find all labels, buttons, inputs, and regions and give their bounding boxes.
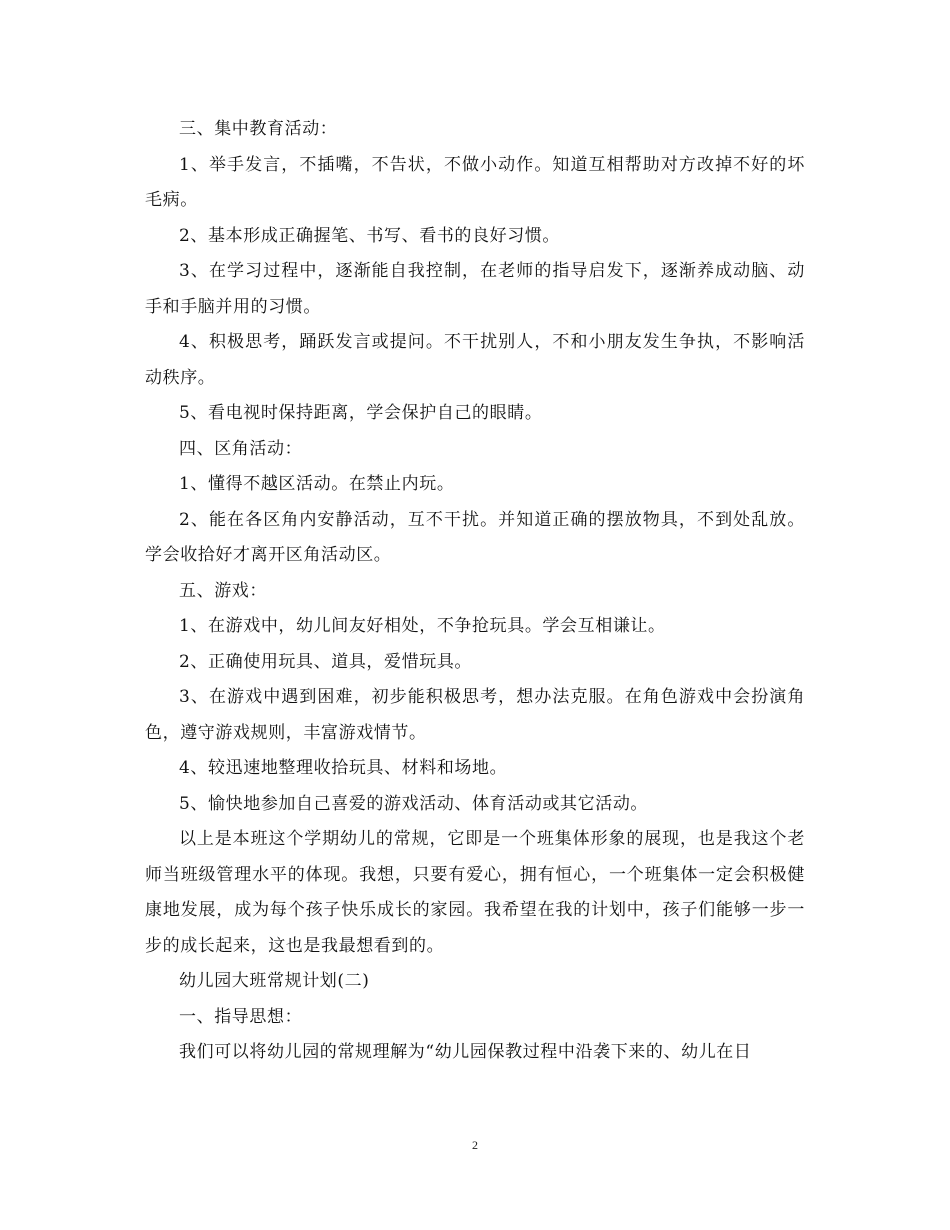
page-number: 2	[472, 1138, 478, 1152]
paragraph: 1、在游戏中，幼儿间友好相处，不争抢玩具。学会互相谦让。	[179, 616, 666, 636]
document-subtitle: 幼儿园大班常规计划(二)	[179, 971, 370, 991]
paragraph: 5、愉快地参加自己喜爱的游戏活动、体育活动或其它活动。	[179, 793, 649, 814]
section-heading-1: 一、指导思想：	[179, 1006, 303, 1027]
paragraph: 5、看电视时保持距离，学会保护自己的眼睛。	[179, 403, 543, 423]
paragraph: 2、正确使用玩具、道具，爱惜玩具。	[179, 651, 473, 672]
paragraph: 3、在学习过程中，逐渐能自我控制，在老师的指导启发下，逐渐养成动脑、动手和手脑并用的习惯。	[145, 261, 805, 317]
paragraph: 2、能在各区角内安静活动，互不干扰。并知道正确的摆放物具，不到处乱放。学会收拾好才离开区角活动区。	[145, 509, 805, 565]
paragraph: 4、积极思考，踊跃发言或提问。不干扰别人，不和小朋友发生争执，不影响活动秩序。	[145, 332, 805, 388]
document-body	[145, 112, 805, 1071]
summary-paragraph: 以上是本班这个学期幼儿的常规，它即是一个班集体形象的展现，也是我这个老师当班级管理水平的体现。我想，只要有爱心，拥有恒心，一个班集体一定会积极健康地发展，成为每个孩子快乐成长的家园。我希望在我的计划中，孩子们能够一步一步的成长起来，这也是我最想看到的。	[145, 829, 805, 956]
paragraph: 2、基本形成正确握笔、书写、看书的良好习惯。	[179, 225, 561, 246]
paragraph: 4、较迅速地整理收拾玩具、材料和场地。	[179, 758, 508, 778]
paragraph: 1、举手发言，不插嘴，不告状，不做小动作。知道互相帮助对方改掉不好的坏毛病。	[145, 154, 805, 210]
section-heading-4: 四、区角活动：	[179, 438, 303, 459]
section-heading-5: 五、游戏：	[179, 580, 267, 601]
section-heading-3: 三、集中教育活动：	[179, 119, 338, 139]
paragraph: 1、懂得不越区活动。在禁止内玩。	[179, 474, 455, 494]
paragraph: 我们可以将幼儿园的常规理解为“幼儿园保教过程中沿袭下来的、幼儿在日	[179, 1042, 752, 1062]
paragraph: 3、在游戏中遇到困难，初步能积极思考，想办法克服。在角色游戏中会扮演角色，遵守游戏规则，丰富游戏情节。	[145, 687, 805, 743]
